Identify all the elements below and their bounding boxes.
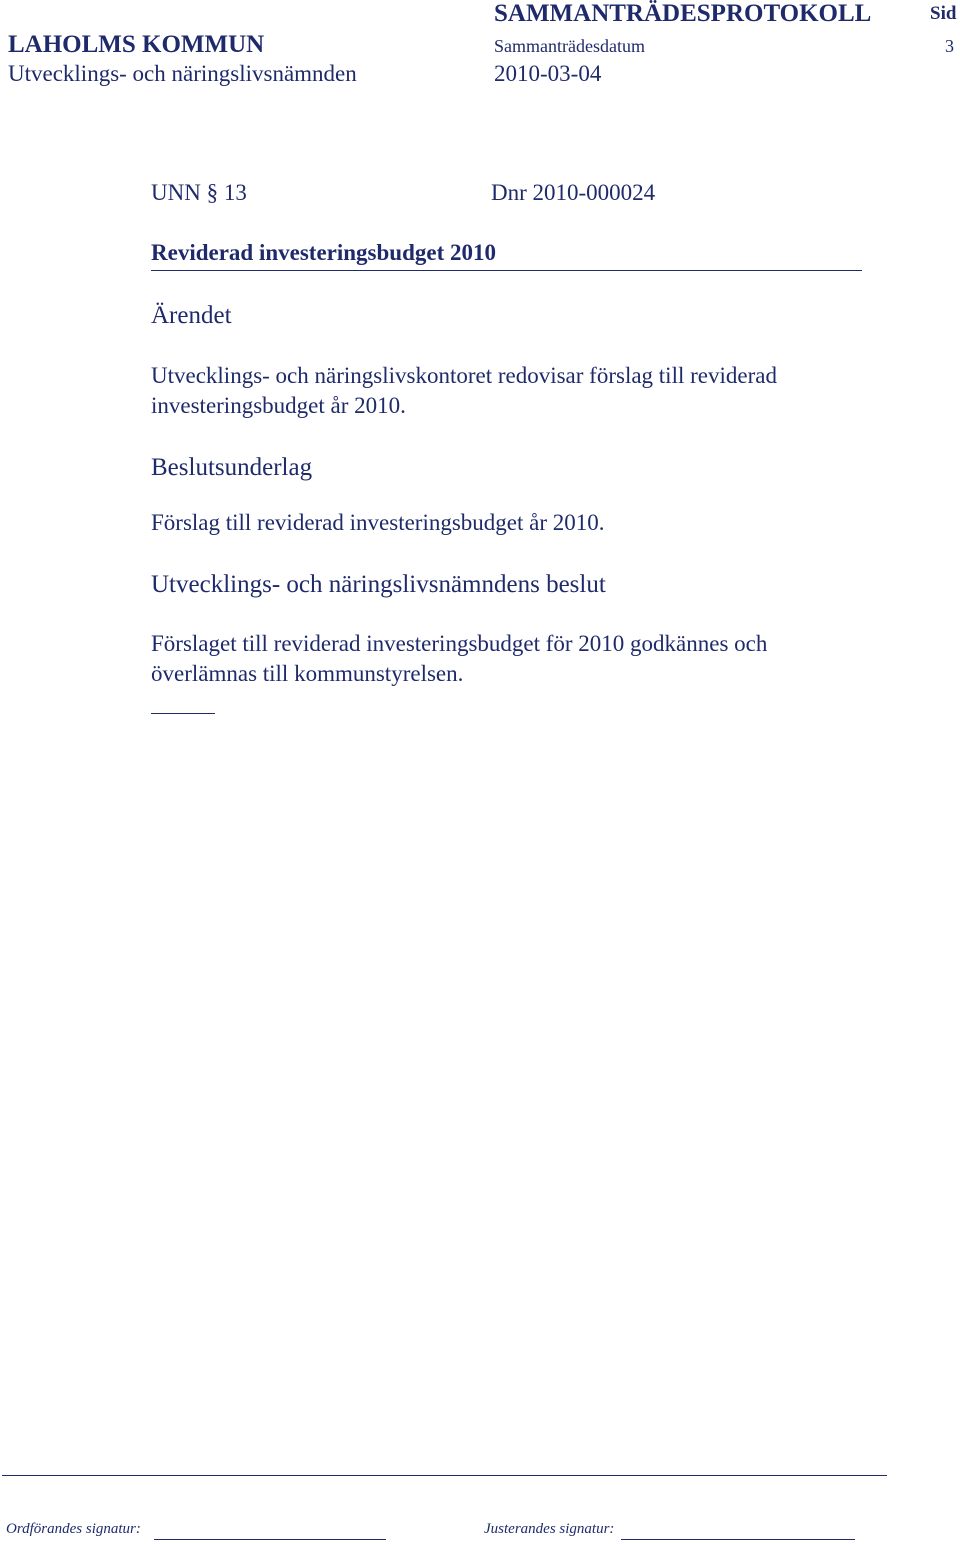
section-heading-beslutsunderlag: Beslutsunderlag <box>151 454 313 481</box>
adjuster-signature-line <box>621 1521 855 1540</box>
beslut-text-line-1: Förslaget till reviderad investeringsbudget för 2010 godkännes och <box>151 631 768 656</box>
meeting-date-label: Sammanträdesdatum <box>494 36 645 56</box>
section-end-divider <box>151 713 215 714</box>
page-label: Sid <box>930 3 957 24</box>
footer-divider <box>2 1475 887 1476</box>
registration-number: Dnr 2010-000024 <box>491 180 656 205</box>
beslutsunderlag-text: Förslag till reviderad investeringsbudget år 2010. <box>151 510 605 535</box>
case-title-row <box>151 240 862 271</box>
arendet-text-line-2: investeringsbudget år 2010. <box>151 393 406 418</box>
section-heading-beslut: Utvecklings- och näringslivsnämndens beslut <box>151 571 606 598</box>
page-number: 3 <box>945 36 954 56</box>
beslut-text-line-2: överlämnas till kommunstyrelsen. <box>151 661 464 686</box>
paragraph-reference: UNN § 13 <box>151 180 247 205</box>
chair-signature-line <box>154 1521 386 1540</box>
section-heading-arendet: Ärendet <box>151 302 232 329</box>
department-name: Utvecklings- och näringslivsnämnden <box>8 61 357 86</box>
organization-name: LAHOLMS KOMMUN <box>8 31 265 58</box>
adjuster-signature-label: Justerandes signatur: <box>484 1521 615 1537</box>
meeting-date: 2010-03-04 <box>494 61 602 86</box>
chair-signature-label: Ordförandes signatur: <box>6 1521 141 1537</box>
case-title: Reviderad investeringsbudget 2010 <box>151 240 496 265</box>
document-type-title: SAMMANTRÄDESPROTOKOLL <box>494 0 872 27</box>
arendet-text-line-1: Utvecklings- och näringslivskontoret redovisar förslag till reviderad <box>151 363 777 388</box>
